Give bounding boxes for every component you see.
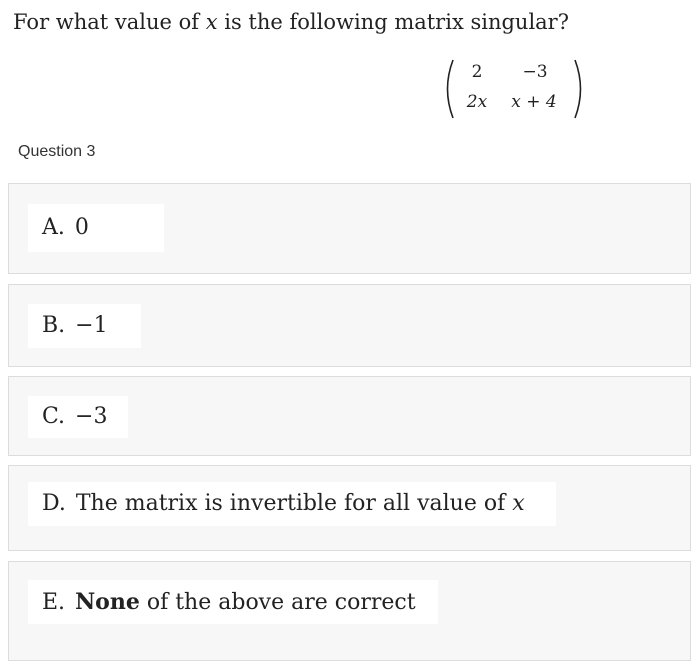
prompt-text-before: For what value of	[13, 10, 206, 34]
option-letter: E.	[42, 590, 66, 615]
matrix-cell-2-1: 2x	[466, 92, 488, 112]
option-text: The matrix is invertible for all value of	[75, 491, 513, 516]
option-text: −3	[75, 404, 108, 429]
option-e[interactable]	[8, 561, 691, 661]
prompt-text-after: is the following matrix singular?	[217, 10, 569, 34]
option-text: of the above are correct	[139, 590, 416, 615]
option-letter: D.	[42, 491, 66, 516]
option-text: −1	[75, 313, 108, 338]
option-e-content	[28, 580, 438, 624]
option-d[interactable]	[8, 465, 691, 551]
matrix-cell-1-1: 2	[471, 62, 483, 82]
question-prompt	[13, 10, 569, 34]
option-letter: C.	[42, 404, 66, 429]
option-a-content	[28, 204, 164, 252]
prompt-variable: x	[205, 10, 218, 34]
option-c-content	[28, 396, 128, 438]
right-paren-icon	[572, 58, 588, 120]
option-bold-text: None	[75, 589, 140, 615]
matrix	[440, 58, 588, 124]
left-paren-icon	[440, 58, 456, 120]
matrix-cell-1-2: −3	[522, 62, 548, 82]
option-a[interactable]	[8, 183, 691, 274]
option-letter: B.	[42, 313, 66, 338]
option-b[interactable]	[8, 284, 691, 367]
question-label: Question 3	[18, 143, 96, 160]
option-c[interactable]	[8, 376, 691, 456]
option-d-content	[28, 482, 556, 526]
option-text: 0	[74, 215, 89, 240]
option-b-content	[28, 304, 141, 348]
matrix-cell-2-2: x + 4	[511, 92, 557, 112]
option-variable: x	[512, 491, 525, 516]
option-letter: A.	[42, 215, 65, 240]
